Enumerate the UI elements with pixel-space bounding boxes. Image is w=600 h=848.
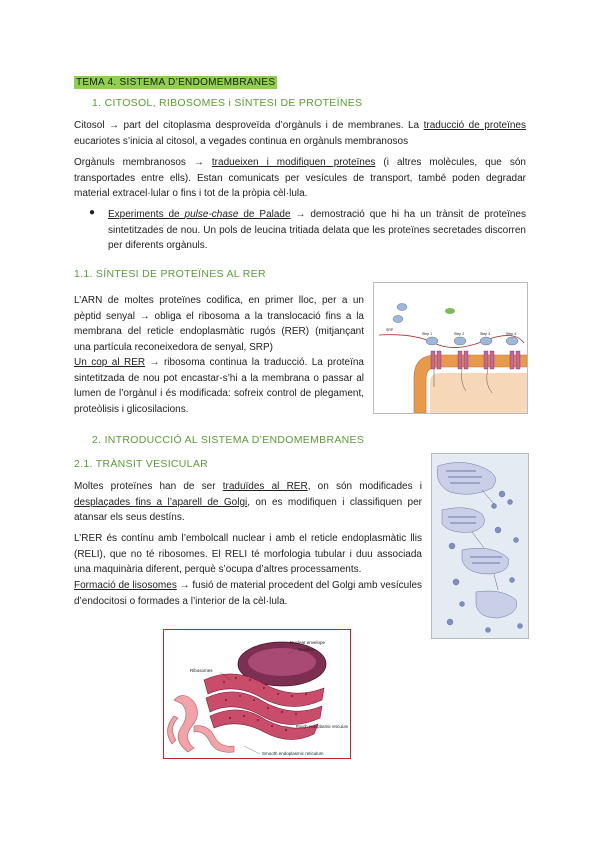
s1-p2-underlined: tradueixen i modifiquen proteïnes	[211, 157, 376, 168]
s21-p3-underlined: Formació de lisosomes	[74, 580, 177, 591]
fig1-label-step4: Step 4	[506, 332, 517, 336]
s11-p2-underlined: Un cop al RER	[74, 357, 146, 368]
s1-p1-text-a: Citosol → part del citoplasma desproveïda d’orgànuls i de membranes. La	[74, 120, 424, 131]
fig3-label-smooth-er: Smooth endoplasmic reticulum	[262, 751, 324, 756]
bullet-underlined-1: Experiments de	[108, 209, 185, 220]
s1-p1-text-b: eucariotes s’inicia al citosol, a vegades continua en orgànuls membranosos	[74, 135, 409, 147]
doc-title: TEMA 4. SISTEMA D’ENDOMEMBRANES	[76, 77, 276, 88]
fig3-label-rough-er: Rough endoplasmic reticulum	[296, 724, 349, 729]
s1-p2-text-b: (i altres molècules, que són transportades entre ells). Estan comunicats per vesícules de transport, també poden degradar material extracel·lular o fins i tot de la pròpia cèl·lula.	[74, 157, 526, 199]
s1-p2-text-a: Orgànuls membranosos →	[74, 157, 212, 168]
section-1-heading: 1. CITOSOL, RIBOSOMES i SÍNTESI DE PROTEÏNES	[92, 97, 363, 109]
bullet-italic: pulse-chase	[184, 209, 239, 220]
figure-vesicular-transit	[431, 453, 529, 639]
bullet-text: → demostració que hi ha un trànsit de proteïnes sintetitzades de nou. Un pols de leucina tritiada delata que les proteïnes secretades discorren per diferents orgànuls.	[108, 209, 526, 251]
figure-rer-translocation	[373, 282, 528, 414]
fig1-label-step2: Step 2	[454, 332, 465, 336]
section-2-heading: 2. INTRODUCCIÓ AL SISTEMA D’ENDOMEMBRANES	[92, 434, 365, 446]
s21-p3-text: → fusió de material procedent del Golgi amb vesícules d’endocitosi o formades a l’interior de la cèl·lula.	[74, 580, 423, 607]
section-2-1-paragraph-2: L’RER és contínu amb l’embolcall nuclear i amb el reticle endoplasmàtic llis (RELI), que no té ribosomes. El RELI té morfologia tubular i duu associada una maquinària diferent, perquè s’ocupa d’altres processaments.	[74, 533, 422, 575]
doc-title-block	[74, 72, 277, 90]
fig3-label-nuclear-envelope: Nuclear envelope	[290, 640, 326, 645]
s11-p2-text: → ribosoma continua la traducció. La proteïna sintetitzada de nou pot encastar-s’hi a la membrana o passar al lumen de l’orgànul i és modificada: sofreix control de plegament, proteòlisis i glicosilacions.	[74, 357, 364, 415]
bullet-icon: ●	[89, 207, 96, 218]
s1-p1-underlined: traducció de proteïnes	[423, 120, 526, 131]
endoplasmic-reticulum-diagram	[164, 630, 350, 758]
fig3-label-ribosomes: Ribosomes	[190, 668, 213, 673]
vesicular-transit-diagram	[432, 454, 528, 638]
s21-p1-text-b: , on són modificades i	[307, 481, 422, 492]
fig1-label-step3: Step 3	[480, 332, 491, 336]
s21-p1-underlined-1: traduïdes al RER	[222, 481, 308, 492]
section-1-1-paragraph-1: L’ARN de moltes proteïnes codifica, en primer lloc, per a un pèptid senyal → obliga el ribosoma a la translocació fins a la membrana del reticle endoplasmàtic rugós (RER) (mitjançant una partícula reconeixedora de senyal, SRP)	[74, 295, 364, 353]
fig1-label-step1: Step 1	[422, 332, 433, 336]
section-2-1-paragraph-1	[74, 479, 422, 526]
s21-p1-text-c: , on es modifiquen i classifiquen per atansar els seus destíns.	[74, 496, 422, 523]
figure-endoplasmic-reticulum	[163, 629, 351, 759]
s21-p1-text-a: Moltes proteïnes han de ser	[74, 481, 223, 492]
section-1-1-heading: 1.1. SÍNTESI DE PROTEÏNES AL RER	[74, 268, 266, 280]
section-1-paragraph-1	[74, 118, 526, 149]
section-2-1-heading: 2.1. TRÀNSIT VESICULAR	[74, 458, 209, 470]
fig1-label-srp: SRP	[386, 328, 394, 332]
rer-translocation-diagram	[374, 283, 527, 413]
s21-p1-underlined-2: desplaçades fins a l’aparell de Golgi	[74, 496, 248, 508]
bullet-paragraph	[108, 207, 526, 254]
section-2-1-paragraph-3	[74, 578, 422, 609]
fig3-label-nucleus: Nucleus	[298, 647, 315, 652]
bullet-underlined-2: de Palade	[238, 209, 291, 220]
section-1-1-paragraph-2	[74, 355, 364, 417]
section-1-paragraph-2	[74, 155, 526, 202]
